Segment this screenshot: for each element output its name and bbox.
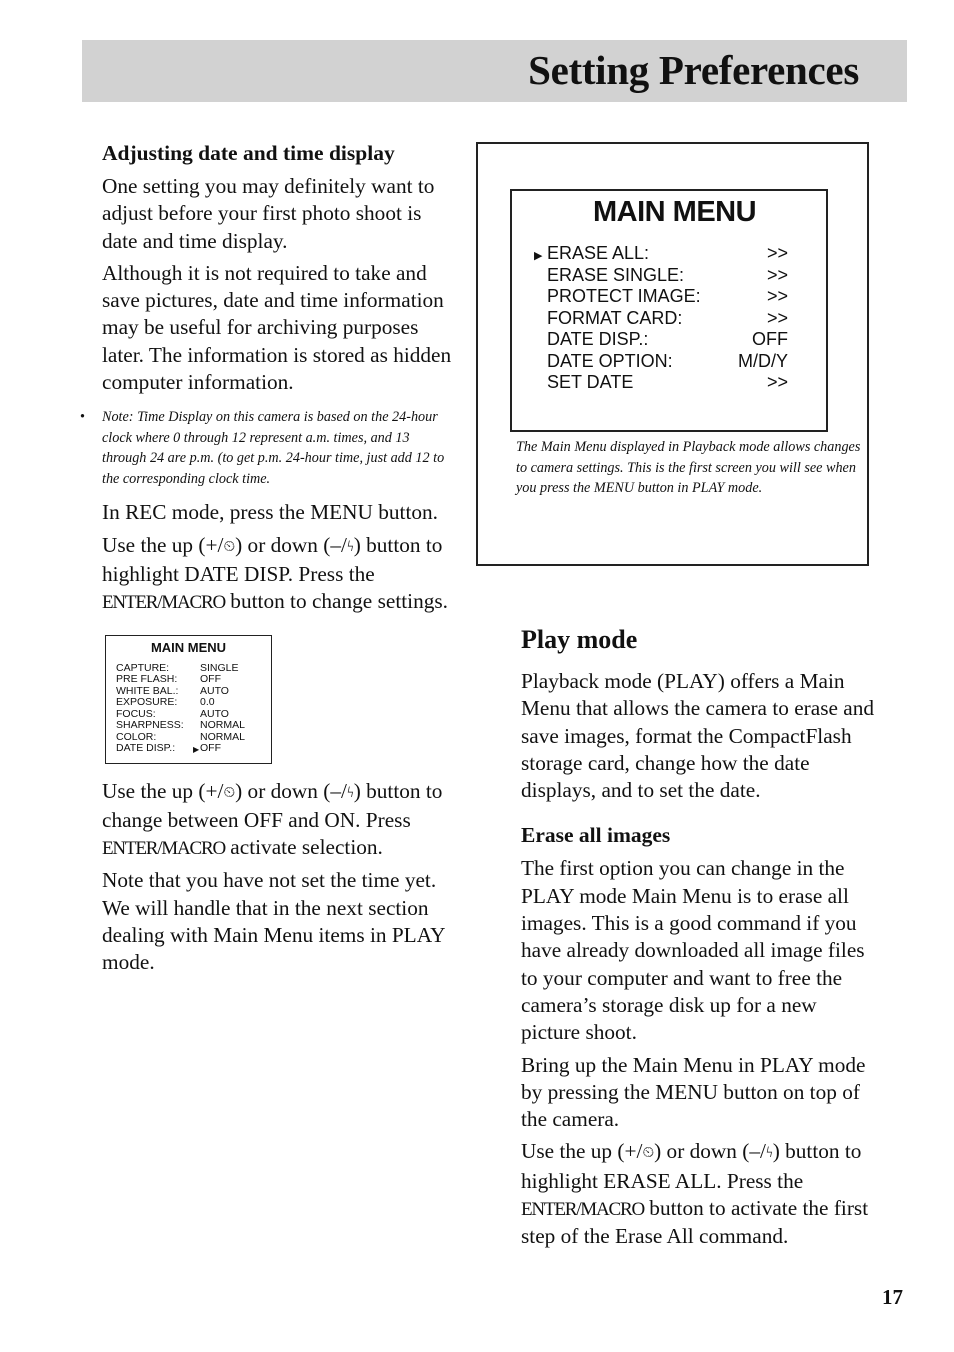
selector-arrow-icon: ▶ bbox=[193, 745, 200, 755]
large-main-menu-figure bbox=[476, 142, 869, 566]
left-column bbox=[80, 138, 454, 982]
note bbox=[80, 407, 454, 489]
paragraph-instruction: Use the up (+/⏲) or down (–/ϟ) button to highlight ERASE ALL. Press the ENTER/MACRO button to activate the first step of the Erase All command. bbox=[521, 1139, 869, 1249]
menu-row: FORMAT CARD: >> bbox=[547, 307, 788, 328]
section-heading-play-mode: Play mode bbox=[521, 625, 638, 654]
section-heading-date-time: Adjusting date and time display bbox=[102, 141, 395, 165]
menu-row: PROTECT IMAGE: >> bbox=[547, 286, 788, 306]
paragraph: Note that you have not set the time yet. We will handle that in the next section dealing with Main Menu items in PLAY mode. bbox=[102, 868, 445, 975]
lcd-menu-title: MAIN MENU bbox=[593, 196, 757, 228]
page-number: 17 bbox=[882, 1285, 903, 1309]
paragraph: Bring up the Main Menu in PLAY mode by pressing the MENU button on top of the camera. bbox=[521, 1052, 866, 1132]
header-band bbox=[82, 40, 907, 102]
enter-macro-key: ENTER/MACRO bbox=[102, 838, 225, 860]
figure-caption: The Main Menu displayed in Playback mode allows changes to camera settings. This is the first screen you will see when you press the MENU button in PLAY mode. bbox=[516, 439, 861, 496]
bullet: • bbox=[80, 409, 85, 426]
flash-icon: ϟ bbox=[765, 1145, 773, 1162]
paragraph-instruction: Use the up (+/⏲) or down (–/ϟ) button to highlight DATE DISP. Press the ENTER/MACRO button to change settings. bbox=[102, 532, 448, 614]
menu-row-selected: ▶ ERASE ALL: >> bbox=[547, 242, 788, 264]
menu-row: DATE DISP.: OFF bbox=[547, 329, 788, 349]
subheading-erase-all: Erase all images bbox=[521, 823, 671, 848]
flash-icon: ϟ bbox=[346, 538, 354, 555]
lcd-screen bbox=[510, 189, 828, 432]
paragraph: One setting you may definitely want to adjust before your first photo shoot is date and time display. bbox=[102, 174, 435, 253]
selector-arrow-icon: ▶ bbox=[534, 250, 543, 262]
enter-macro-key: ENTER/MACRO bbox=[102, 592, 225, 614]
paragraph: Although it is not required to take and save pictures, date and time information may be useful for archiving purposes later. The information is stored as hidden computer information. bbox=[102, 260, 452, 395]
paragraph: In REC mode, press the MENU button. bbox=[102, 500, 438, 525]
menu-row: SET DATE >> bbox=[547, 372, 788, 392]
flash-icon: ϟ bbox=[346, 784, 354, 801]
self-timer-icon: ⏲ bbox=[642, 1145, 655, 1162]
page-title: Setting Preferences bbox=[528, 47, 859, 93]
self-timer-icon: ⏲ bbox=[223, 784, 236, 801]
menu-row: ERASE SINGLE: >> bbox=[547, 264, 788, 285]
paragraph: The first option you can change in the PLAY mode Main Menu is to erase all images. This is a good command if you have already downloaded all image files to your computer and want to free the camera’s storage disk up for a new picture shoot. bbox=[521, 856, 865, 1045]
enter-macro-key: ENTER/MACRO bbox=[521, 1199, 644, 1221]
paragraph-instruction: Use the up (+/⏲) or down (–/ϟ) button to change between OFF and ON. Press ENTER/MACRO activate selection. bbox=[102, 778, 443, 860]
note-text: Note: Time Display on this camera is based on the 24-hour clock where 0 through 12 represent a.m. times, and 13 through 24 are p.m. (to get p.m. 24-hour time, just add 12 to the corresponding clock time. bbox=[102, 409, 445, 487]
right-column bbox=[521, 622, 877, 1256]
paragraph: Playback mode (PLAY) offers a Main Menu that allows the camera to erase and save images, format the CompactFlash storage card, change how the date displays, and to set the date. bbox=[521, 669, 875, 803]
small-main-menu-figure: MAIN MENU CAPTURE: SINGLE PRE FLASH: OFF WHITE BAL.: AUTO EXPOSURE: 0.0 FOCUS: AUTO SHARPNESS: NORMAL COLOR: NORMAL DATE DISP.: ▶ OFF bbox=[105, 635, 272, 764]
small-menu-title: MAIN MENU bbox=[150, 639, 227, 655]
self-timer-icon: ⏲ bbox=[223, 538, 236, 555]
menu-row: DATE OPTION: M/D/Y bbox=[547, 350, 788, 371]
